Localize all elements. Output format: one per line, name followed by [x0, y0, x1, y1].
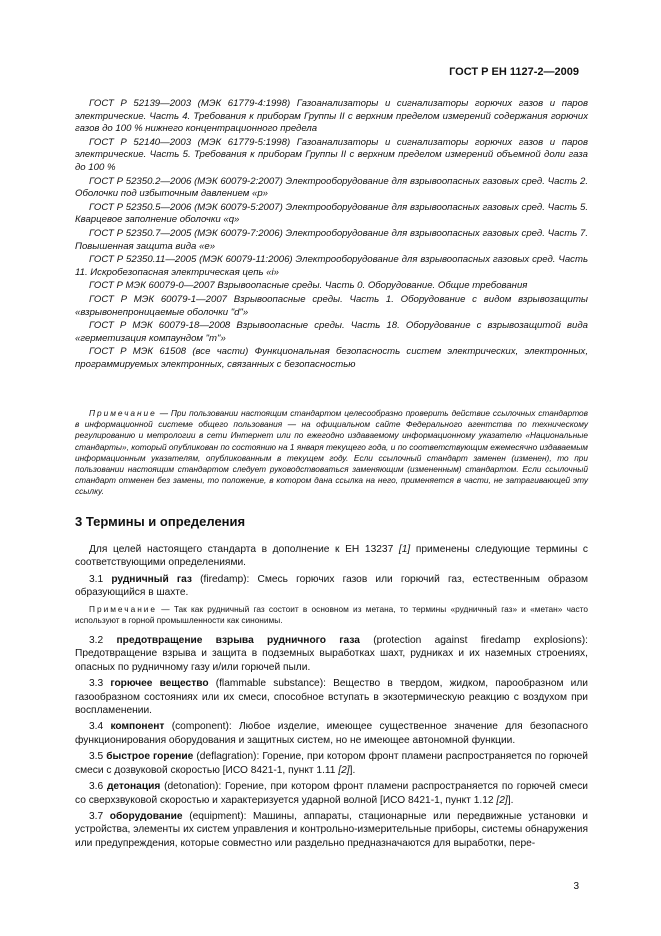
term-number: 3.7 [89, 810, 104, 822]
reference-item: ГОСТ Р 52350.2—2006 (МЭК 60079-2:2007) Электрооборудование для взрывоопасных газовых сред. Часть 2. Оболочки под избыточным давлением «р» [75, 175, 588, 200]
reference-item: ГОСТ Р 52139—2003 (МЭК 61779-4:1998) Газоанализаторы и сигнализаторы горючих газов и паров электрические. Часть 4. Требования к приборам Группы II с верхним пределом измерений содержания горючих газов до 100 % нижнего концентрационного предела [75, 98, 588, 135]
term-name: рудничный газ [111, 573, 192, 585]
reference-item: ГОСТ Р 52350.11—2005 (МЭК 60079-11:2006) Электрооборудование для взрывоопасных газовых сред. Часть 11. Искробезопасная электрическая цепь «i» [75, 254, 588, 278]
term-number: 3.2 [89, 635, 104, 647]
term-definition-text: (deflagration): Горение, при котором фронт пламени распространяется по горючей смеси с дозвуковой скоростью [ИСО 8421-1, пункт 1.11 [75, 751, 588, 776]
normative-references-list [75, 98, 588, 372]
reference-item: ГОСТ Р МЭК 60079-1—2007 Взрывоопасные среды. Часть 1. Оборудование с видом взрывозащиты «взрывонепроницаемые оболочки "d"» [75, 293, 588, 318]
term-definition-text: (firedamp): Смесь горючих газов или горючий газ, естественным образом образующийся в шахте. [75, 573, 588, 599]
term-name: предотвращение взрыва рудничного газа [116, 635, 360, 647]
citation: [1] [398, 544, 411, 555]
term-number: 3.6 [89, 781, 104, 793]
terms-section-body [75, 543, 588, 853]
term-name: горючее вещество [110, 678, 209, 690]
term-name: оборудование [109, 810, 183, 822]
term-number: 3.1 [89, 573, 104, 585]
term-definition-text: (equipment): Машины, аппараты, стационарные или передвижные установки и устройства, элементы их систем управления и контрольно-измерительные приборы, системы обнаружения или предупреждения, которые совместно или раздельно предназначаются для выработки, пере- [75, 810, 588, 849]
term-note [75, 604, 588, 626]
reference-item: ГОСТ Р 52350.5—2006 (МЭК 60079-5:2007) Электрооборудование для взрывоопасных газовых сред. Часть 5. Кварцевое заполнение оболочки «q» [75, 201, 588, 226]
reference-item: ГОСТ Р 52350.7—2005 (МЭК 60079-7:2006) Электрооборудование для взрывоопасных газовых сред. Часть 7. Повышенная защита вида «е» [75, 227, 588, 252]
page-number: 3 [573, 881, 579, 892]
term-definition [75, 573, 588, 600]
term-number: 3.5 [89, 751, 104, 763]
section-title: 3 Термины и определения [75, 514, 246, 529]
term-definition-text: (detonation): Горение, при котором фронт пламени распространяется по горючей смеси со сверхзвуковой скоростью и характеризуется ударной волной [ИСО 8421-1, пункт 1.12 [75, 781, 588, 806]
term-definition [75, 634, 588, 674]
reference-item: ГОСТ Р МЭК 60079-0—2007 Взрывоопасные среды. Часть 0. Оборудование. Общие требования [89, 280, 528, 292]
note-label: Примечание [89, 408, 157, 418]
section-intro [75, 543, 588, 570]
references-note [75, 408, 588, 498]
citation: [2] [338, 764, 350, 776]
term-name: быстрое горение [106, 751, 194, 763]
term-definition-text: (flammable substance): Вещество в твердом, жидком, парообразном или газообразном состояниях или их смеси, способное вступать в экзотермическую реакцию с воздухом при воспламенении. [75, 678, 588, 717]
document-header: ГОСТ Р ЕН 1127-2—2009 [449, 66, 579, 78]
note-text: — При пользовании настоящим стандартом целесообразно проверить действие ссылочных стандартов в информационной системе общего пользования — на официальном сайте Федерального агентства по техническому регулированию и метрологии в сети Интернет или по ежегодно издаваемому информационному указателю «Национальные стандарты», который опубликован по состоянию на 1 января текущего года, и по соответствующим ежемесячно издаваемым информационным указателям, опубликованным в текущем году. Если ссылочный стандарт заменен (изменен), то при пользовании настоящим стандартом следует руководствоваться заменяющим (измененным) стандартом. Если ссылочный стандарт отменен без замены, то положение, в котором дана ссылка на него, применяется в части, не затрагивающей эту ссылку. [75, 408, 588, 497]
citation: [2] [496, 794, 508, 806]
term-name: детонация [106, 781, 161, 793]
term-definition-text: (protection against firedamp explosions): Предотвращение взрыва и защита в подземных выработках шахт, рудниках и их наземных строениях, опасных по рудничному газу и/или горючей пыли. [75, 635, 588, 673]
term-definition-tail: ]. [349, 764, 356, 776]
term-definition [75, 677, 588, 717]
reference-item: ГОСТ Р МЭК 60079-18—2008 Взрывоопасные среды. Часть 18. Оборудование с взрывозащитой вида «герметизация компаундом "m"» [75, 320, 588, 344]
term-number: 3.4 [89, 721, 104, 733]
intro-text: Для целей настоящего стандарта в дополнение к ЕН 13237 [89, 544, 399, 555]
term-name: компонент [110, 721, 165, 733]
reference-item: ГОСТ Р МЭК 61508 (все части) Функциональная безопасность систем электрических, электронных, программируемых электронных, связанных с безопасностью [75, 346, 588, 370]
term-definition-text: (component): Любое изделие, имеющее существенное значение для безопасного функционирования оборудования и защитных систем, но не имеющее автономной функции. [75, 721, 588, 746]
reference-item: ГОСТ Р 52140—2003 (МЭК 61779-5:1998) Газоанализаторы и сигнализаторы горючих газов и паров электрические. Часть 5. Требования к приборам Группы II с верхним пределом измерений объемной доли газа до 100 % [75, 136, 588, 173]
term-definition [75, 780, 588, 807]
note-text: — Так как рудничный газ состоит в основном из метана, то термины «рудничный газ» и «метан» часто используют в горной промышленности как синонимы. [75, 603, 588, 625]
intro-text-end: применены следующие термины с соответствующими определениями. [75, 544, 588, 569]
note-label: Примечание [89, 603, 158, 614]
term-number: 3.3 [89, 678, 104, 690]
term-definition [75, 750, 588, 777]
term-definition-tail: ]. [507, 794, 514, 806]
term-definition [75, 810, 588, 850]
term-definition [75, 720, 588, 747]
